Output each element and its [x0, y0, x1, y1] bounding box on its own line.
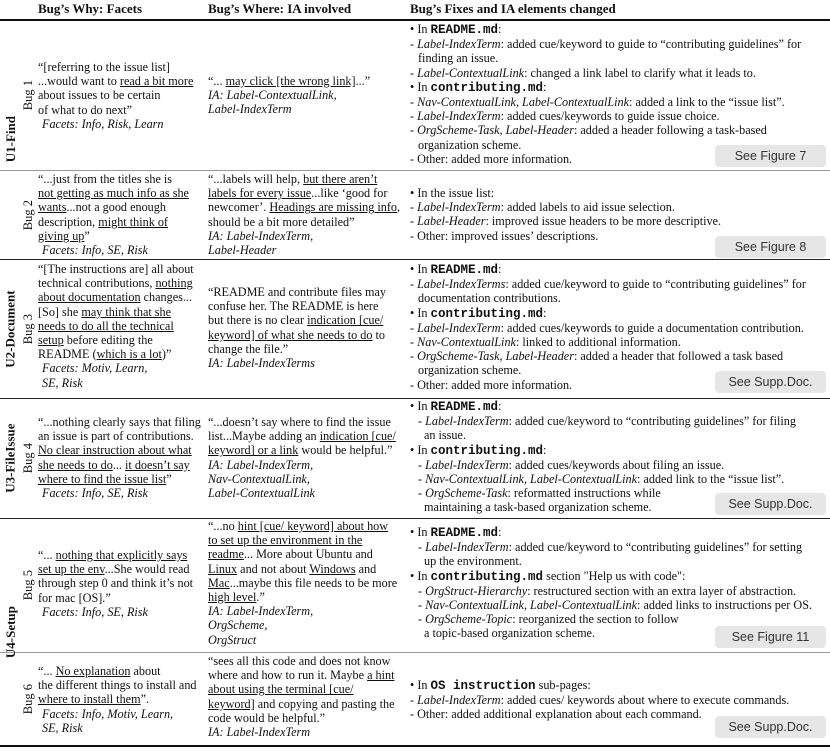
- group-label-u2: U2-Document: [2, 290, 18, 368]
- bug5-why: “... nothing that explicitly says set up the env...She would read through step 0 and think it’s not for mac [OS].” Facets: Info, SE, Risk: [38, 548, 208, 619]
- see-figure-7-button[interactable]: See Figure 7: [715, 145, 826, 167]
- header-why: Bug’s Why: Facets: [38, 1, 142, 16]
- bottom-rule: [0, 745, 830, 747]
- facets: Facets: Info, SE, Risk: [42, 604, 148, 619]
- bug-label: Bug 1: [20, 79, 35, 111]
- row-divider: [0, 170, 830, 171]
- group-divider: [0, 259, 830, 260]
- bug3-where: “README and contribute files may confuse her. The README is here but there is no clear indication [cue/ keyword] of what she needs to do to change the file.” IA: Label-IndexTerms: [208, 285, 387, 371]
- bug-label: Bug 2: [20, 199, 35, 231]
- bug2-where: “...labels will help, but there aren’t labels for every issue...like ‘good for newcomer’. Headings are missing info, should be a bit more detailed” IA: Label-IndexTerm, Label-Header: [208, 172, 401, 258]
- header-rule: [0, 19, 830, 21]
- bug-label: Bug 5: [20, 569, 35, 601]
- see-supp-doc-button[interactable]: See Supp.Doc.: [715, 716, 826, 738]
- facets: Facets: Info, SE, Risk: [42, 486, 148, 501]
- facets: Facets: Motiv, Learn,: [42, 361, 148, 376]
- bug4-why: “...nothing clearly says that filing an issue is part of contributions. No clear instruction about what she needs to do... it doesn’t say where to find the issue list” Facets: Info, SE, Risk: [38, 415, 208, 500]
- bug6-where: “sees all this code and does not know where and how to run it. Maybe a hint about using the terminal [cue/ keyword] and copying and pasting the code would be helpful.” IA: Label-IndexTerm: [208, 654, 395, 740]
- group-label-u4: U4-Setup: [2, 605, 18, 658]
- bug5-fixes: • In README.md: - Label-IndexTerm: added cue/keyword to “contributing guidelines” for setting up the environment. • In contributing.md section "Help us with code": - OrgStruct-Hierarchy: restructured section with an extra layer of abstraction. - Nav-ContextualLink, Label-ContextualLink: added links to instructions per OS. - OrgScheme-Topic: reorganized the section to follow a topic-based organization scheme.: [410, 525, 813, 641]
- group-divider: [0, 518, 830, 519]
- bug2-why: “...just from the titles she is not getting as much info as she wants...not a good enough description, might think of giving up” Facets: Info, SE, Risk: [38, 172, 208, 257]
- bug-label: Bug 4: [20, 442, 35, 474]
- bug3-why: “[The instructions are] all about technical contributions, nothing about documentation changes... [So] she may think that she needs to do all the technical setup before editing the README (which is a lot)” Facets: Motiv, Learn, SE, Risk: [38, 262, 208, 390]
- bug6-why: “... No explanation about the different things to install and where to install them”. Facets: Info, Motiv, Learn, SE, Risk: [38, 664, 208, 735]
- bug4-fixes: • In README.md: - Label-IndexTerm: added cue/keyword to “contributing guidelines” for filing an issue. • In contributing.md: - Label-IndexTerm: added cues/keywords about filing an issue. - Nav-ContextualLink, Label-ContextualLink: added link to the “issue list”. - OrgScheme-Task: reformatted instructions while maintaining a task-based organization scheme.: [410, 399, 796, 515]
- see-figure-11-button[interactable]: See Figure 11: [715, 626, 826, 648]
- bug1-fixes: • In README.md: - Label-IndexTerm: added cue/keyword to guide to “contributing guidelines” for finding an issue. - Label-ContextualLink: changed a link label to clarify what it leads to. • In contributing.md: - Nav-ContextualLink, Label-ContextualLink: added a link to the “issue list”. - Label-IndexTerm: added cues/keywords to guide issue choice. - OrgScheme-Task, Label-Header: added a header following a task-based organization scheme. - Other: added more information.: [410, 22, 802, 166]
- header-where: Bug’s Where: IA involved: [208, 1, 352, 16]
- group-label-u3: U3-FileIssue: [2, 423, 18, 494]
- bug6-fixes: • In OS instruction sub-pages: - Label-IndexTerm: added cues/ keywords about where to execute commands. - Other: added additional explanation about each command.: [410, 678, 790, 722]
- bug1-where: “... may click [the wrong link]...” IA: Label-ContextualLink, Label-IndexTerm: [208, 74, 371, 117]
- see-supp-doc-button[interactable]: See Supp.Doc.: [715, 493, 826, 515]
- facets: Facets: Info, Motiv, Learn,: [42, 706, 174, 721]
- bug5-where: “...no hint [cue/ keyword] about how to set up the environment in the readme... More about Ubuntu and Linux and not about Windows and Mac...maybe this file needs to be more high level.” IA: Label-IndexTerm, OrgScheme, OrgStruct: [208, 519, 398, 647]
- bug-label: Bug 3: [20, 313, 35, 345]
- facets: Facets: Info, SE, Risk: [42, 243, 148, 258]
- bug-label: Bug 6: [20, 683, 35, 715]
- header-fixes: Bug’s Fixes and IA elements changed: [410, 1, 616, 16]
- bug3-fixes: • In README.md: - Label-IndexTerms: added cue/keyword to guide to “contributing guidelines” for documentation contributions. • In contributing.md: - Label-IndexTerm: added cues/keywords to guide a documentation contribution. - Nav-ContextualLink: linked to additional information. - OrgScheme-Task, Label-Header: added a header that followed a task based organization scheme. - Other: added more information.: [410, 262, 806, 392]
- bug4-where: “...doesn’t say where to find the issue list...Maybe adding an indication [cue/ keyword] or a link would be helpful.” IA: Label-IndexTerm, Nav-ContextualLink, Label-ContextualLink: [208, 415, 396, 501]
- bug1-why: “[referring to the issue list] ...would want to read a bit more about issues to be certain of what to do next” Facets: Info, Risk, Learn: [38, 60, 203, 131]
- row-divider: [0, 652, 830, 653]
- see-figure-8-button[interactable]: See Figure 8: [715, 236, 826, 258]
- bug2-fixes: • In the issue list: - Label-IndexTerm: added labels to aid issue selection. - Label-Header: improved issue headers to be more descriptive. - Other: improved issues’ descriptions.: [410, 186, 722, 243]
- facets: Facets: Info, Risk, Learn: [42, 116, 164, 131]
- see-supp-doc-button[interactable]: See Supp.Doc.: [715, 371, 826, 393]
- group-label-u1: U1-Find: [2, 116, 18, 163]
